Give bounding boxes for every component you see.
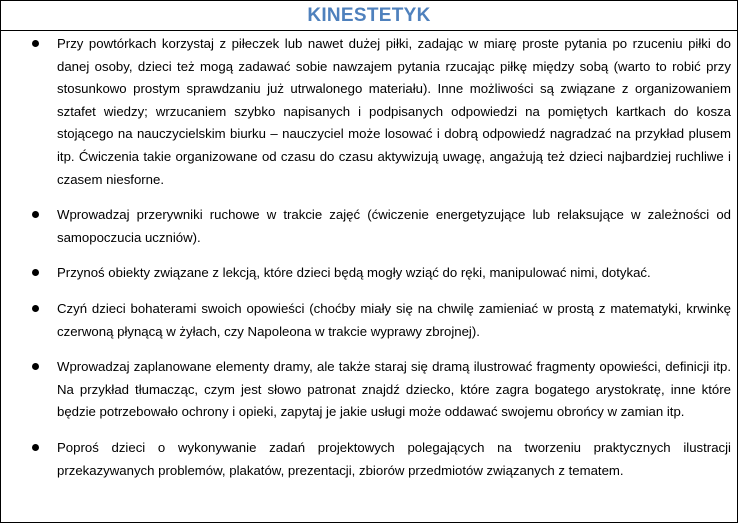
- list-item-text: Poproś dzieci o wykonywanie zadań projektowych polegających na tworzeniu praktycznych ilustracji przekazywanych problemów, plakatów, prezentacji, zbiorów przedmiotów związanych z tematem.: [57, 439, 731, 478]
- list-item-text: Czyń dzieci bohaterami swoich opowieści (choćby miały się na chwilę zamieniać w prostą z matematyki, krwinkę czerwoną płynącą w żyłach, czy Napoleona w trakcie wyprawy zbrojnej).: [57, 300, 731, 339]
- list-item: [1, 298, 737, 343]
- list-item-text: Wprowadzaj zaplanowane elementy dramy, ale także staraj się dramą ilustrować fragmenty opowieści, definicji itp. Na przykład tłumacząc, czym jest słowo patronat znajdź dziecko, które zagra bogatego arystokratę, inne które będzie potrzebowało ochrony i opieki, zapytaj je jakie usługi może oddawać swojemu obrońcy w zamian itp.: [57, 359, 731, 420]
- title-row: [1, 1, 737, 31]
- bullet-dot-icon: [32, 444, 39, 451]
- bullet-dot-icon: [32, 40, 39, 47]
- list-item-text: Przy powtórkach korzystaj z piłeczek lub nawet dużej piłki, zadając w miarę proste pytania po rzuceniu piłki do danej osoby, dzieci też mogą zadawać sobie nawzajem pytania rzucając piłkę między sobą (warto to robić przy stosunkowo prostym sprawdzaniu już utrwalonego materiału). Inne możliwości są związane z organizowaniem sztafet wiedzy; wrzucaniem szybko napisanych i podpisanych odpowiedzi na pomiętych kartkach do kosza stojącego na nauczycielskim biurku – nauczyciel może losować i dobrą odpowiedź nagradzać na przykład plusem itp. Ćwiczenia takie organizowane od czasu do czasu aktywizują uwagę, angażują też dzieci najbardziej ruchliwe i czasem niesforne.: [57, 36, 731, 187]
- bullet-dot-icon: [32, 305, 39, 312]
- list-item: [1, 356, 737, 424]
- list-item-text: Wprowadzaj przerywniki ruchowe w trakcie zajęć (ćwiczenie energetyzujące lub relaksujące w zależności od samopoczucia uczniów).: [57, 207, 731, 245]
- bullet-dot-icon: [32, 363, 39, 370]
- list-item: [1, 262, 737, 285]
- document-title: KINESTETYK: [307, 5, 431, 26]
- bullet-dot-icon: [32, 269, 39, 276]
- list-item-text: Przynoś obiekty związane z lekcją, które dzieci będą mogły wziąć do ręki, manipulować nimi, dotykać.: [57, 265, 651, 281]
- list-item: [1, 437, 737, 482]
- list-item: [1, 204, 737, 249]
- list-item: [1, 33, 737, 191]
- bullet-list: [1, 33, 737, 482]
- bullet-dot-icon: [32, 211, 39, 218]
